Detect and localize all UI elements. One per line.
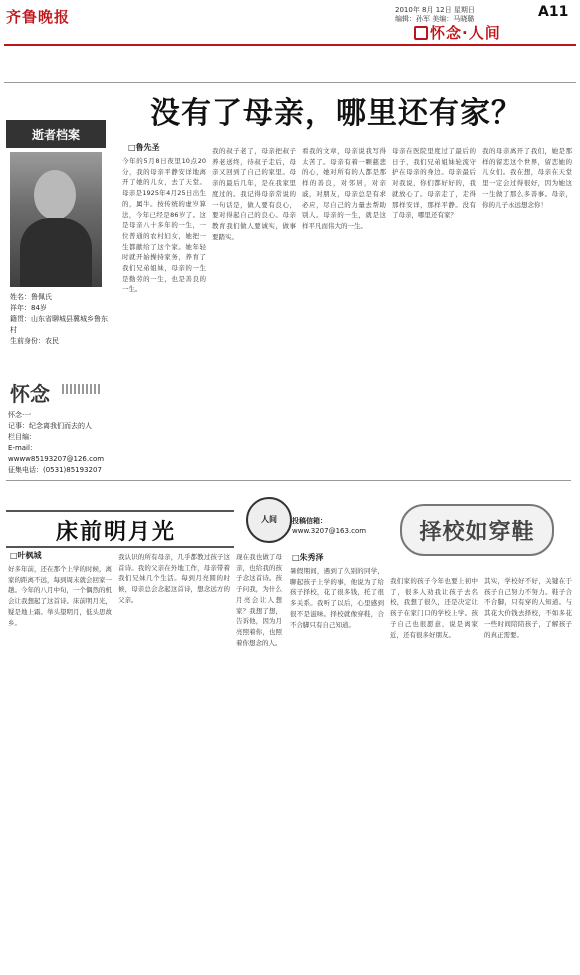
- article-headline: 没有了母亲，哪里还有家？: [150, 96, 522, 131]
- article-headline: 择校如穿鞋: [400, 504, 554, 556]
- section-divider: [6, 480, 571, 481]
- article-column: 我的母亲离开了我们，她是那样的留恋这个世界，留恋她的儿女们。我在想，母亲在天堂里一定会过得很好，因为她这一生做了那么多善事。母亲，你的儿子永远想念你！: [482, 147, 572, 209]
- submission-email: www.3207@163.com: [292, 527, 367, 535]
- editor-credits: 编辑：孙军 美编：马晓璐: [395, 15, 475, 23]
- contact-line: 怀念·一: [8, 411, 32, 419]
- profile-line: 籍贯：山东省聊城县冀城乡鲁东村: [10, 315, 108, 334]
- contact-info: [8, 410, 118, 476]
- profile-line: 祥年：84岁: [10, 304, 47, 312]
- contact-line: E-mail：wwww85193207@126.com: [8, 444, 105, 463]
- contact-line: 栏目编：: [8, 433, 36, 441]
- newspaper-logo: 齐鲁晚报: [6, 8, 71, 26]
- portrait-body: [20, 218, 92, 287]
- calligraphy-decor: [62, 384, 102, 394]
- portrait-face: [34, 170, 76, 220]
- article-column: 今年的5月8日夜里10点20分，我的母亲平静安详地离开了她的儿女，去了天堂。母亲是1925年4月25日出生的，属牛。按传统的虚岁算法，今年已经是86岁了。这是母亲八十多年的一生，一位普通的农村妇女，她把一生都献给了这个家。她年轻时就开始操持家务，养育了我们兄弟姐妹，母亲的一生是勤劳的一生，也是善良的一生。: [122, 157, 206, 294]
- article-column: 母亲在医院里度过了最后的日子，我们兄弟姐妹轮流守护在母亲的身边。母亲最后对我说，你们都好好的，我就放心了。母亲走了，走得那样安详，那样平静。没有了母亲，哪里还有家？: [392, 147, 476, 220]
- article-headline: 床前明月光: [56, 519, 177, 545]
- profile-line: 生前身份：农民: [10, 337, 59, 345]
- article-byline: □鲁先圣: [128, 143, 160, 152]
- issue-date: 2010年 8月 12日 星期日: [395, 6, 475, 14]
- submission-label: 投稿信箱：: [292, 517, 327, 525]
- column-label: 逝者档案: [6, 120, 106, 148]
- contact-line: 记事：纪念离我们而去的人: [8, 422, 92, 430]
- section-title: 怀念·人间: [430, 24, 501, 42]
- submission-info: [292, 516, 366, 536]
- article-byline: □朱秀泽: [292, 553, 324, 562]
- page-number: A11: [538, 4, 569, 20]
- headline-rule: [4, 82, 576, 83]
- article-column: 其实，学校好不好，关键在于孩子自己努力不努力。鞋子合不合脚，只有穿的人知道。与其花大价钱去择校，不如多花一些时间陪陪孩子，了解孩子的真正需要。: [484, 577, 572, 639]
- article-column: 我认识的所有母亲，几乎都教过孩子这首诗。我的父亲在外地工作，母亲带着我们兄妹几个生活。每到月亮圆的时候，母亲总会念起这首诗，想念远方的父亲。: [118, 553, 230, 604]
- article-column: 现在我也做了母亲，也给我的孩子念这首诗。孩子问我，为什么月亮会让人想家？我想了想，告诉他，因为月亮照着你，也照着你想念的人。: [236, 553, 282, 647]
- headline-badge: [400, 502, 572, 568]
- section-ornament-icon: [414, 26, 428, 40]
- contact-line: 征集电话：(0531)85193207: [8, 466, 102, 474]
- article-column: 我的叔子老了，母亲把叔子养老送终，待叔子走后，母亲又回到了自己的家里。母亲的最后几年，是在我家里度过的。我记得母亲常说的一句话是，做人要有良心，要对得起自己的良心。母亲教育我们做人要诚实，做事要踏实。: [212, 147, 296, 241]
- article-byline: □叶枫城: [10, 551, 42, 560]
- huainian-calligraphy: 怀念: [10, 382, 50, 406]
- article-column: 暑假期间，遇到了久别的同学，聊起孩子上学的事，他说为了给孩子择校，花了很多钱，托了很多关系。我听了以后，心里感到很不是滋味。择校就像穿鞋，合不合脚只有自己知道。: [290, 567, 384, 629]
- article-column: 看我的文章，母亲说我写得太苦了。母亲有着一颗慈悲的心，她对所有的人都是那样的善良，对邻居，对亲戚，对朋友，母亲总是有求必应，尽自己的力量去帮助别人。母亲的一生，就是这样平凡而伟大的一生。: [302, 147, 386, 230]
- article-column: 我们家的孩子今年也要上初中了，很多人劝我让孩子去名校，我想了很久，还是决定让孩子在家门口的学校上学。孩子自己也很愿意，说是离家近，还有很多好朋友。: [390, 577, 478, 639]
- article-column: 好多年前，还在那个上学的时候，离家的距离不远，每到周末就会回家一趟。今年的八月中旬，一个偶然的机会让我想起了这首诗。床前明月光，疑是地上霜。举头望明月，低头思故乡。: [8, 565, 112, 627]
- masthead-rule: [4, 44, 576, 46]
- profile-line: 姓名：鲁佩氏: [10, 293, 52, 301]
- renjian-badge: 人间: [246, 497, 292, 543]
- portrait-photo: [10, 152, 102, 287]
- profile-info: [10, 292, 110, 347]
